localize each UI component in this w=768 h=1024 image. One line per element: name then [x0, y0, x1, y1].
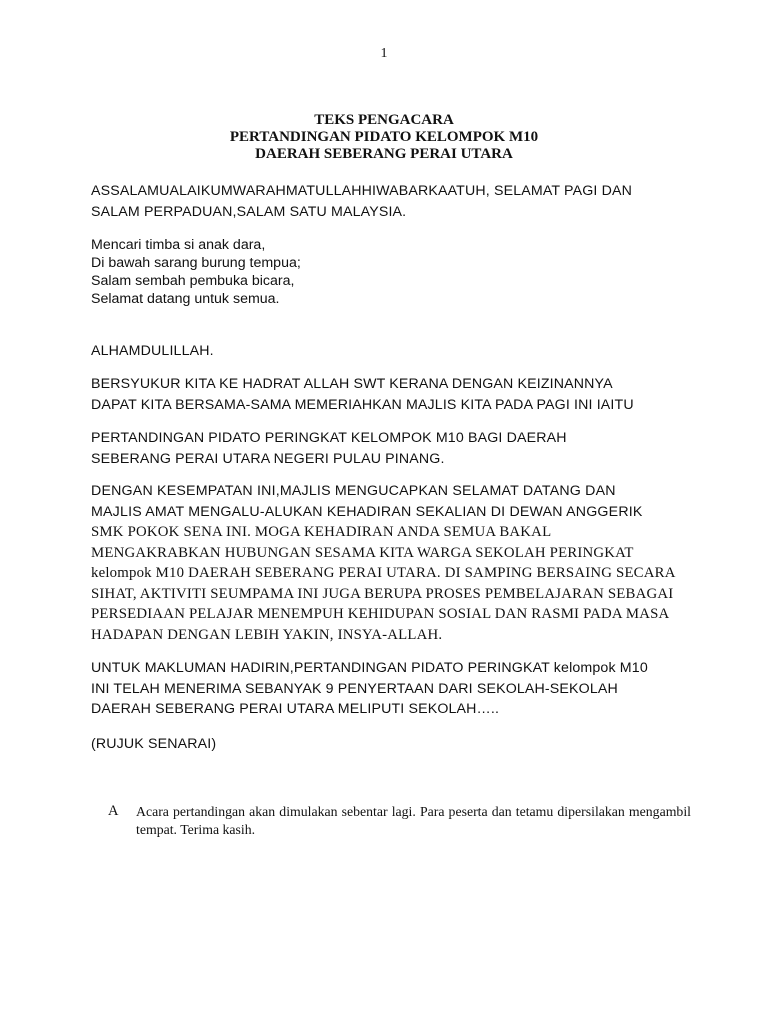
- makluman-paragraph: [91, 658, 691, 720]
- kesempatan-line-7: PERSEDIAAN PELAJAR MENEMPUH KEHIDUPAN SOSIAL DAN RASMI PADA MASA: [91, 606, 670, 622]
- kesempatan-line-5: kelompok M10 DAERAH SEBERANG PERAI UTARA. DI SAMPING BERSAING SECARA: [91, 565, 676, 581]
- kesempatan-line-2: MAJLIS AMAT MENGALU-ALUKAN KEHADIRAN SEKALIAN DI DEWAN ANGGERIK: [91, 503, 643, 520]
- pantun-verse: [91, 236, 301, 308]
- poem-line-1: Mencari timba si anak dara,: [91, 237, 266, 253]
- bersyukur-paragraph: [91, 374, 691, 415]
- kesempatan-line-3: SMK POKOK SENA INI. MOGA KEHADIRAN ANDA SEMUA BAKAL: [91, 524, 552, 540]
- list-item-text: Acara pertandingan akan dimulakan sebentar lagi. Para peserta dan tetamu dipersilakan mengambil tempat. Terima kasih.: [136, 804, 691, 837]
- greeting-paragraph: [91, 181, 691, 222]
- list-item-marker: A: [108, 803, 119, 819]
- pertandingan-line-1: PERTANDINGAN PIDATO PERINGKAT KELOMPOK M10 BAGI DAERAH: [91, 430, 567, 446]
- makluman-line-2: INI TELAH MENERIMA SEBANYAK 9 PENYERTAAN DARI SEKOLAH-SEKOLAH: [91, 680, 618, 697]
- alhamdulillah-paragraph: ALHAMDULILLAH.: [91, 343, 214, 359]
- document-title: [0, 112, 768, 163]
- makluman-line-3: DAERAH SEBERANG PERAI UTARA MELIPUTI SEKOLAH…..: [91, 701, 500, 717]
- title-line-1: TEKS PENGACARA: [314, 112, 454, 128]
- kesempatan-line-8: HADAPAN DENGAN LEBIH YAKIN, INSYA-ALLAH.: [91, 626, 443, 643]
- makluman-line-1: UNTUK MAKLUMAN HADIRIN,PERTANDINGAN PIDATO PERINGKAT kelompok M10: [91, 660, 648, 676]
- bersyukur-line-2: DAPAT KITA BERSAMA-SAMA MEMERIAHKAN MAJLIS KITA PADA PAGI INI IAITU: [91, 396, 634, 413]
- bersyukur-line-1: BERSYUKUR KITA KE HADRAT ALLAH SWT KERANA DENGAN KEIZINANNYA: [91, 376, 613, 392]
- kesempatan-paragraph: [91, 481, 691, 645]
- kesempatan-line-6: SIHAT, AKTIVITI SEUMPAMA INI JUGA BERUPA PROSES PEMBELAJARAN SEBAGAI: [91, 585, 674, 602]
- greeting-line-2: SALAM PERPADUAN,SALAM SATU MALAYSIA.: [91, 203, 407, 220]
- pertandingan-paragraph: [91, 428, 691, 469]
- kesempatan-line-4: MENGAKRABKAN HUBUNGAN SESAMA KITA WARGA SEKOLAH PERINGKAT: [91, 544, 634, 561]
- greeting-line-1: ASSALAMUALAIKUMWARAHMATULLAHHIWABARKAATUH, SELAMAT PAGI DAN: [91, 183, 632, 199]
- title-line-2: PERTANDINGAN PIDATO KELOMPOK M10: [229, 129, 539, 145]
- poem-line-2: Di bawah sarang burung tempua;: [91, 255, 301, 271]
- rujuk-senarai-note: (RUJUK SENARAI): [91, 736, 217, 752]
- poem-line-3: Salam sembah pembuka bicara,: [91, 273, 295, 289]
- page-number: 1: [380, 46, 388, 61]
- poem-line-4: Selamat datang untuk semua.: [91, 291, 280, 307]
- pertandingan-line-2: SEBERANG PERAI UTARA NEGERI PULAU PINANG.: [91, 450, 445, 467]
- title-line-3: DAERAH SEBERANG PERAI UTARA: [255, 146, 513, 162]
- kesempatan-line-1: DENGAN KESEMPATAN INI,MAJLIS MENGUCAPKAN SELAMAT DATANG DAN: [91, 483, 616, 499]
